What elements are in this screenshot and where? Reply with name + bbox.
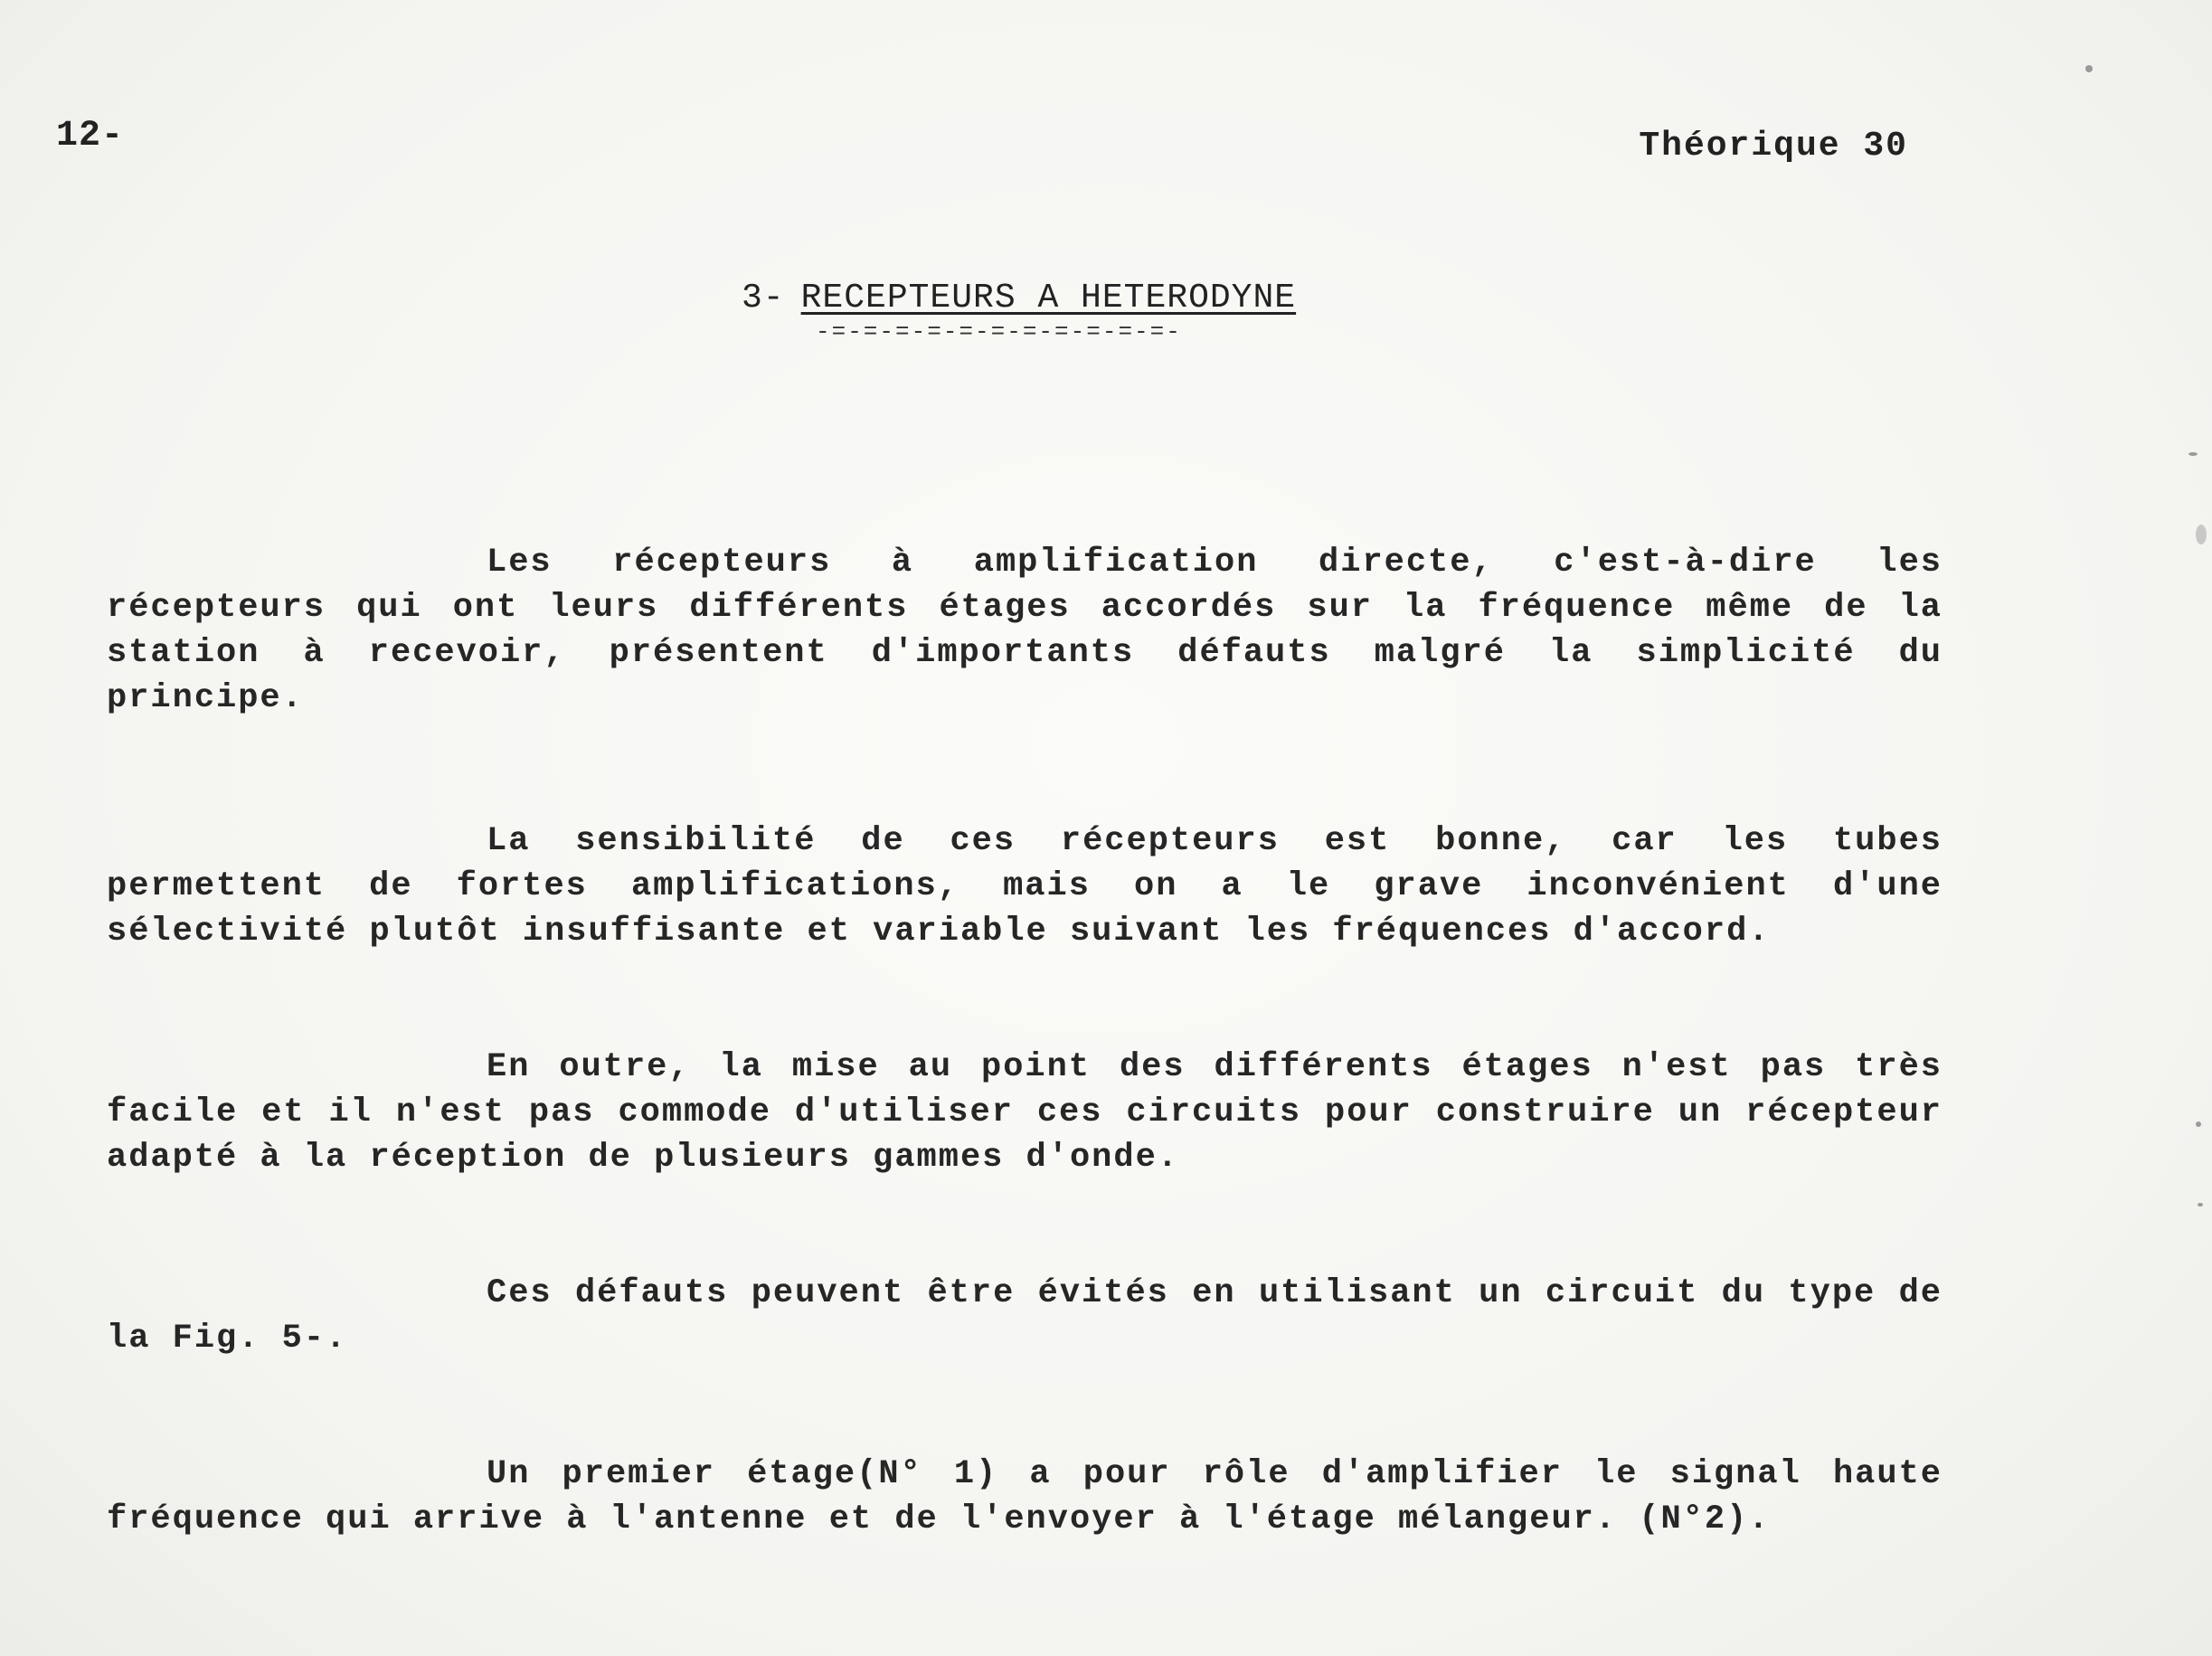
title-underline-decoration: -=-=-=-=-=-=-=-=-=-=-=- [816,318,1182,345]
scan-speck [2198,1203,2203,1207]
paragraph: Ces défauts peuvent être évités en utilisant un circuit du type de la Fig. 5-. [107,1274,1943,1358]
paragraph: Les récepteurs à amplification directe, c'est-à-dire les récepteurs qui ont leurs différents étages accordés sur la fréquence même de la station à recevoir, présentent d'importants défauts malgré la simplicité du principe. [107,544,1943,717]
scan-speck [2196,525,2207,544]
paragraph: La sensibilité de ces récepteurs est bonne, car les tubes permettent de fortes amplifications, mais on a le grave inconvénient d'une sélectivité plutôt insuffisante et variable suivant les fréquences d'accord. [107,822,1943,951]
section-title: RECEPTEURS A HETERODYNE [800,279,1297,317]
section-number: 3- [742,279,785,317]
paragraph: En outre, la mise au point des différents étages n'est pas très facile et il n'est pas commode d'utiliser ces circuits pour construire un récepteur adapté à la réception de plusieurs gammes d'onde. [107,1048,1943,1177]
scan-speck [2085,65,2093,72]
section-heading [742,279,1296,317]
header-reference: Théorique 30 [1639,127,1908,166]
scan-speck [2196,1121,2201,1127]
page-number: 12- [56,116,125,156]
paragraph: Un premier étage(N° 1) a pour rôle d'amplifier le signal haute fréquence qui arrive à l'antenne et de l'envoyer à l'étage mélangeur. (N°2). [107,1455,1943,1538]
scan-speck [2188,452,2198,456]
